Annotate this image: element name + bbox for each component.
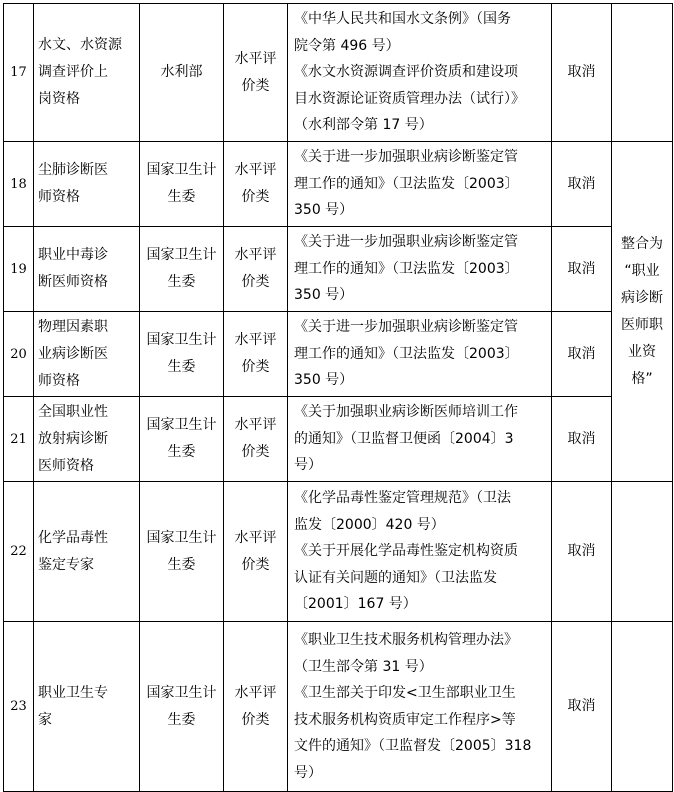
qualification-type: 水平评 价类 xyxy=(224,227,288,312)
legal-basis: 《关于加强职业病诊断医师培训工作 的通知》（卫监督卫便函〔2004〕3 号） xyxy=(288,397,552,482)
qualification-name: 全国职业性 放射病诊断 医师资格 xyxy=(34,397,140,482)
row-number: 20 xyxy=(4,312,34,397)
table-row xyxy=(4,397,673,482)
qualification-type: 水平评 价类 xyxy=(224,312,288,397)
qualification-name: 职业中毒诊 断医师资格 xyxy=(34,227,140,312)
department: 国家卫生计 生委 xyxy=(140,622,224,792)
legal-basis: 《中华人民共和国水文条例》（国务 院令第 496 号） 《水文水资源调查评价资质和建设项 目水资源论证资质管理办法（试行）》 （水利部令第 17 号） xyxy=(288,4,552,142)
legal-basis: 《关于进一步加强职业病诊断鉴定管 理工作的通知》（卫法监发〔2003〕 350 号） xyxy=(288,142,552,227)
action: 取消 xyxy=(552,482,612,622)
table-row xyxy=(4,622,673,792)
remark xyxy=(612,4,673,142)
action: 取消 xyxy=(552,397,612,482)
department: 国家卫生计 生委 xyxy=(140,397,224,482)
department: 国家卫生计 生委 xyxy=(140,227,224,312)
row-number: 18 xyxy=(4,142,34,227)
table-row xyxy=(4,312,673,397)
qualification-type: 水平评 价类 xyxy=(224,397,288,482)
action: 取消 xyxy=(552,312,612,397)
legal-basis: 《化学品毒性鉴定管理规范》（卫法 监发〔2000〕420 号） 《关于开展化学品毒性鉴定机构资质 认证有关问题的通知》（卫法监发 〔2001〕167 号） xyxy=(288,482,552,622)
legal-basis: 《关于进一步加强职业病诊断鉴定管 理工作的通知》（卫法监发〔2003〕 350 号） xyxy=(288,312,552,397)
action: 取消 xyxy=(552,227,612,312)
qualification-type: 水平评 价类 xyxy=(224,482,288,622)
table-row xyxy=(4,4,673,142)
department: 国家卫生计 生委 xyxy=(140,142,224,227)
remark xyxy=(612,622,673,792)
department: 国家卫生计 生委 xyxy=(140,312,224,397)
qualification-table xyxy=(3,3,673,792)
table-row xyxy=(4,482,673,622)
qualification-name: 水文、水资源 调查评价上 岗资格 xyxy=(34,4,140,142)
department: 水利部 xyxy=(140,4,224,142)
row-number: 23 xyxy=(4,622,34,792)
legal-basis: 《职业卫生技术服务机构管理办法》 （卫生部令第 31 号） 《卫生部关于印发<卫生部职业卫生 技术服务机构资质审定工作程序>等 文件的通知》（卫监督发〔2005〕318 号） xyxy=(288,622,552,792)
merged-remark: 整合为 “职业 病诊断 医师职 业资 格” xyxy=(612,142,673,482)
action: 取消 xyxy=(552,622,612,792)
row-number: 17 xyxy=(4,4,34,142)
qualification-name: 物理因素职 业病诊断医 师资格 xyxy=(34,312,140,397)
row-number: 22 xyxy=(4,482,34,622)
qualification-type: 水平评 价类 xyxy=(224,142,288,227)
qualification-type: 水平评 价类 xyxy=(224,4,288,142)
department: 国家卫生计 生委 xyxy=(140,482,224,622)
table-row xyxy=(4,227,673,312)
legal-basis: 《关于进一步加强职业病诊断鉴定管 理工作的通知》（卫法监发〔2003〕 350 号） xyxy=(288,227,552,312)
action: 取消 xyxy=(552,142,612,227)
row-number: 21 xyxy=(4,397,34,482)
action: 取消 xyxy=(552,4,612,142)
qualification-type: 水平评 价类 xyxy=(224,622,288,792)
row-number: 19 xyxy=(4,227,34,312)
remark xyxy=(612,482,673,622)
qualification-name: 化学品毒性 鉴定专家 xyxy=(34,482,140,622)
table-row xyxy=(4,142,673,227)
qualification-name: 尘肺诊断医 师资格 xyxy=(34,142,140,227)
qualification-name: 职业卫生专 家 xyxy=(34,622,140,792)
